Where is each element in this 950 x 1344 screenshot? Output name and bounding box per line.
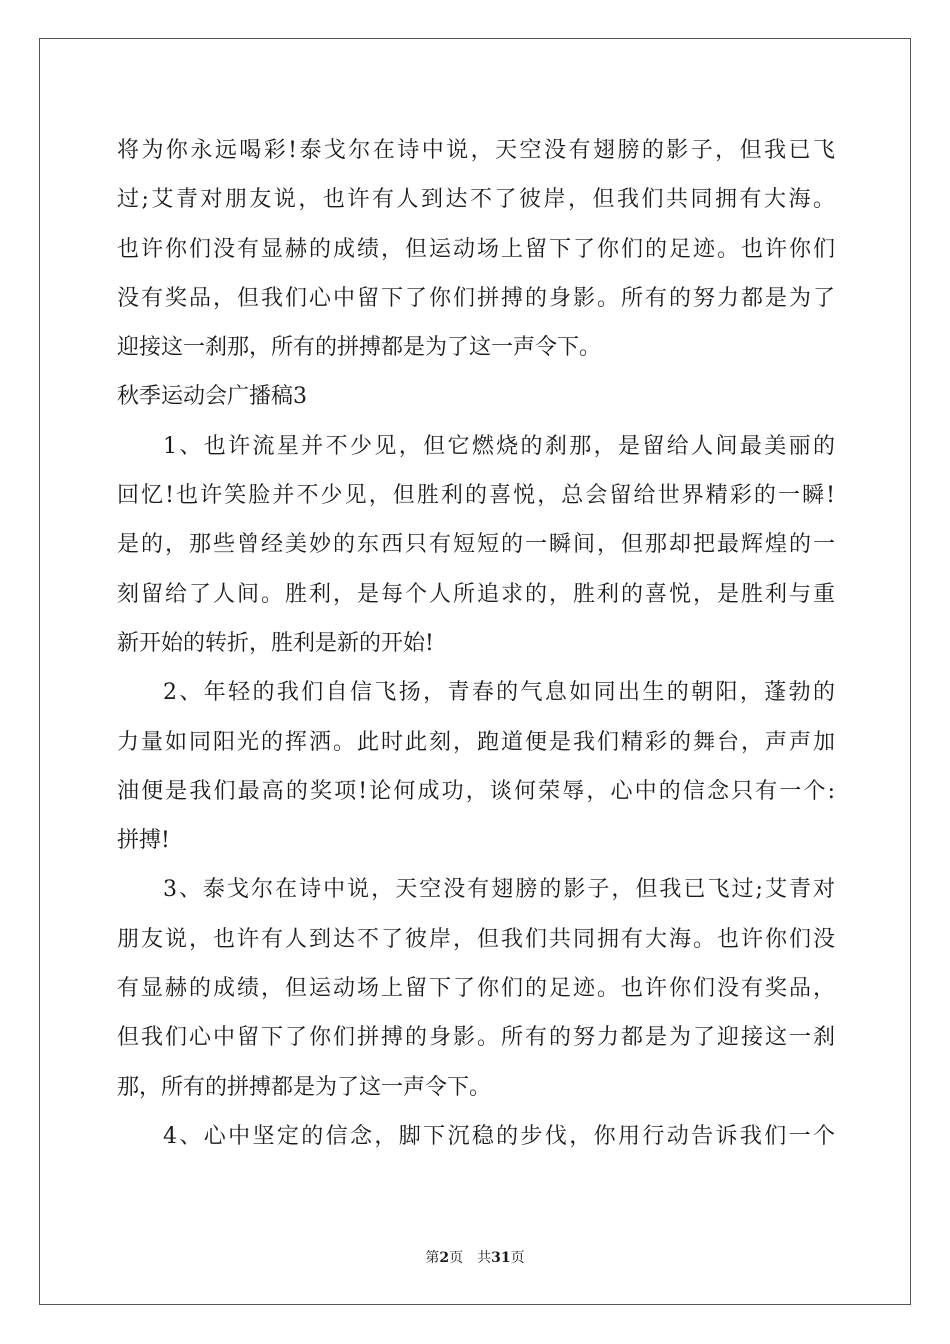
text-line: 朋友说，也许有人到达不了彼岸，但我们共同拥有大海。也许你们没 — [117, 926, 835, 952]
document-body — [117, 126, 835, 1161]
text-line: 刻留给了人间。胜利，是每个人所追求的，胜利的喜悦，是胜利与重 — [117, 581, 835, 607]
paragraph-start: 2、年轻的我们自信飞扬，青春的气息如同出生的朝阳，蓬勃的 — [163, 680, 835, 706]
text-line: 过;艾青对朋友说，也许有人到达不了彼岸，但我们共同拥有大海。 — [117, 187, 835, 213]
text-line: 没有奖品，但我们心中留下了你们拼搏的身影。所有的努力都是为了 — [117, 285, 835, 311]
page-total: 31 — [491, 1250, 511, 1266]
page-number-prefix: 第 — [425, 1250, 440, 1266]
text-line: 将为你永远喝彩!泰戈尔在诗中说，天空没有翅膀的影子，但我已飞 — [117, 138, 835, 163]
text-line: 有显赫的成绩，但运动场上留下了你们的足迹。也许你们没有奖品， — [117, 976, 835, 1002]
text-line: 那，所有的拼搏都是为了这一声令下。 — [117, 1074, 492, 1100]
page-total-suffix: 页 — [510, 1250, 525, 1266]
text-line: 迎接这一刹那，所有的拼搏都是为了这一声令下。 — [117, 335, 602, 361]
paragraph-start: 1、也许流星并不少见，但它燃烧的刹那，是留给人间最美丽的 — [163, 433, 835, 459]
text-line: 回忆!也许笑脸并不少见，但胜利的喜悦，总会留给世界精彩的一瞬! — [117, 483, 835, 509]
text-line: 也许你们没有显赫的成绩，但运动场上留下了你们的足迹。也许你们 — [117, 236, 835, 262]
page-footer — [0, 1247, 950, 1267]
section-heading: 秋季运动会广播稿3 — [117, 384, 307, 410]
page-number-suffix: 页 — [449, 1250, 464, 1266]
page-total-prefix: 共 — [477, 1250, 492, 1266]
text-line: 油便是我们最高的奖项!论何成功，谈何荣辱，心中的信念只有一个: — [117, 778, 835, 804]
paragraph-start: 4、心中坚定的信念，脚下沉稳的步伐，你用行动告诉我们一个 — [163, 1123, 835, 1149]
text-line: 但我们心中留下了你们拼搏的身影。所有的努力都是为了迎接这一刹 — [117, 1025, 835, 1051]
paragraph-start: 3、泰戈尔在诗中说，天空没有翅膀的影子，但我已飞过;艾青对 — [163, 877, 835, 903]
page-number-current: 2 — [439, 1250, 450, 1266]
text-line: 是的，那些曾经美妙的东西只有短短的一瞬间，但那却把最辉煌的一 — [117, 532, 835, 558]
text-line: 新开始的转折，胜利是新的开始! — [117, 630, 434, 656]
text-line: 拼搏! — [117, 828, 170, 854]
text-line: 力量如同阳光的挥洒。此时此刻，跑道便是我们精彩的舞台，声声加 — [117, 729, 835, 755]
